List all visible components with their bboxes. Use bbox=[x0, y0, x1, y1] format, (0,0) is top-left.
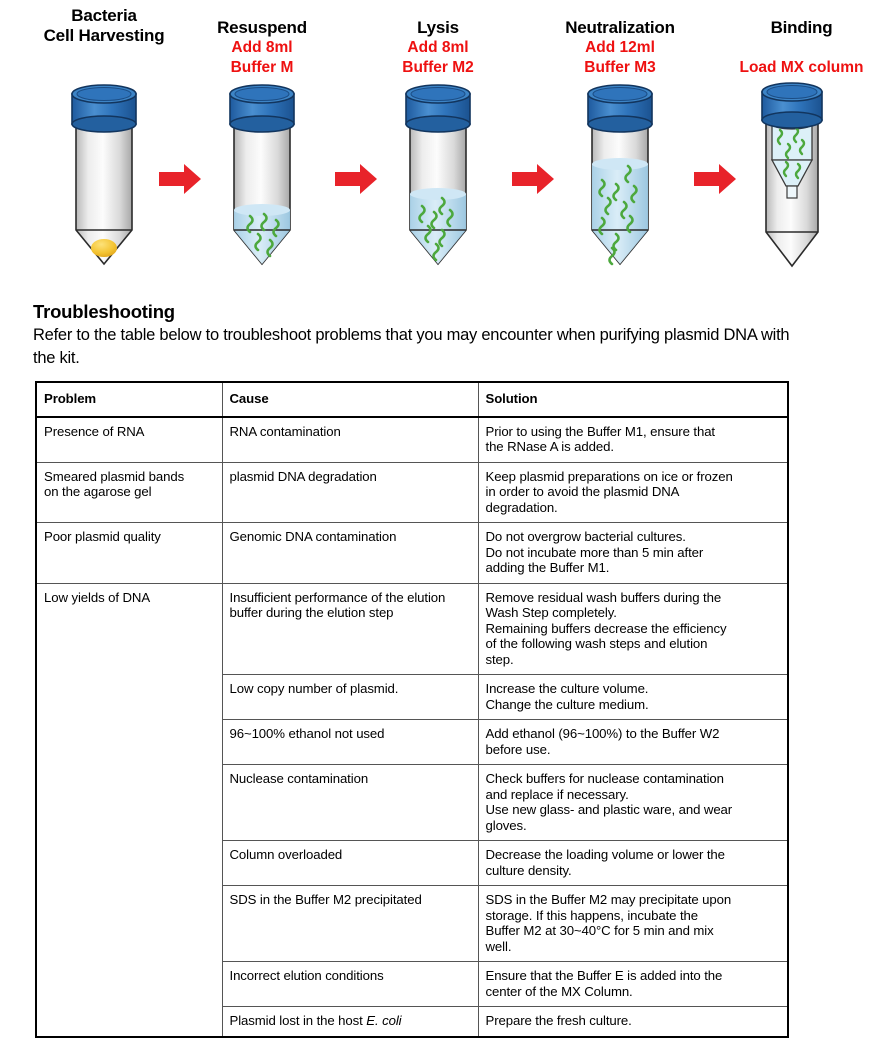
workflow-step-harvesting bbox=[8, 0, 200, 288]
cell-problem: Poor plasmid quality bbox=[36, 523, 222, 584]
liquid-fill bbox=[234, 210, 290, 270]
tube-neutralization bbox=[572, 82, 668, 283]
cell-solution: Keep plasmid preparations on ice or frozen in order to avoid the plasmid DNA degradation. bbox=[478, 462, 788, 523]
cell-solution: Add ethanol (96~100%) to the Buffer W2 before use. bbox=[478, 720, 788, 765]
cell-pellet bbox=[91, 239, 117, 257]
step-subtitle-2: Buffer M3 bbox=[584, 59, 656, 76]
cell-solution: Increase the culture volume. Change the culture medium. bbox=[478, 675, 788, 720]
cell-cause: 96~100% ethanol not used bbox=[222, 720, 478, 765]
cell-solution: Do not overgrow bacterial cultures. Do not incubate more than 5 min after adding the Buffer M1. bbox=[478, 523, 788, 584]
troubleshooting-section bbox=[33, 300, 833, 370]
cell-cause: Plasmid lost in the host E. coli bbox=[222, 1007, 478, 1037]
cell-cause: RNA contamination bbox=[222, 417, 478, 463]
table-row bbox=[36, 462, 788, 523]
workflow-step-lysis bbox=[362, 0, 514, 288]
column-header-cause: Cause bbox=[222, 382, 478, 417]
step-subtitle-2: Buffer M bbox=[230, 59, 294, 76]
cell-solution: Remove residual wash buffers during the Wash Step completely. Remaining buffers decrease the efficiency of the following wash steps and elution step. bbox=[478, 583, 788, 675]
tube-lysis bbox=[390, 82, 486, 283]
cell-solution: Ensure that the Buffer E is added into the center of the MX Column. bbox=[478, 962, 788, 1007]
column-header-problem: Problem bbox=[36, 382, 222, 417]
table-row bbox=[36, 417, 788, 463]
table-header-row bbox=[36, 382, 788, 417]
table-row bbox=[36, 523, 788, 584]
step-title-line2: Cell Harvesting bbox=[43, 26, 165, 45]
table-body bbox=[36, 417, 788, 1037]
cell-solution: Prior to using the Buffer M1, ensure that the RNase A is added. bbox=[478, 417, 788, 463]
step-title: Resuspend bbox=[217, 18, 307, 37]
cell-cause: SDS in the Buffer M2 precipitated bbox=[222, 886, 478, 962]
cell-solution: Prepare the fresh culture. bbox=[478, 1007, 788, 1037]
cell-cause: Nuclease contamination bbox=[222, 765, 478, 841]
step-subtitle-1: Add 8ml bbox=[407, 39, 469, 56]
workflow-step-resuspend bbox=[185, 0, 339, 288]
cell-cause: Genomic DNA contamination bbox=[222, 523, 478, 584]
cell-cause: Incorrect elution conditions bbox=[222, 962, 478, 1007]
cell-problem: Smeared plasmid bands on the agarose gel bbox=[36, 462, 222, 523]
cell-solution: SDS in the Buffer M2 may precipitate upon storage. If this happens, incubate the Buffer M2 at 30~40°C for 5 min and mix well. bbox=[478, 886, 788, 962]
tube-resuspend bbox=[214, 82, 310, 283]
tube-binding bbox=[744, 82, 840, 283]
troubleshooting-heading: Troubleshooting bbox=[33, 301, 175, 322]
step-subtitle-1: Load MX column bbox=[739, 59, 864, 76]
cell-cause: plasmid DNA degradation bbox=[222, 462, 478, 523]
column-header-solution: Solution bbox=[478, 382, 788, 417]
liquid-fill bbox=[410, 194, 466, 270]
step-title: Binding bbox=[770, 18, 833, 37]
cell-cause: Column overloaded bbox=[222, 841, 478, 886]
step-title: Bacteria bbox=[71, 6, 137, 25]
step-title: Lysis bbox=[417, 18, 459, 37]
workflow-step-binding bbox=[722, 0, 881, 288]
workflow-step-neutralization bbox=[534, 0, 706, 288]
cell-solution: Decrease the loading volume or lower the culture density. bbox=[478, 841, 788, 886]
liquid-fill bbox=[592, 164, 648, 270]
step-subtitle-1: Add 12ml bbox=[585, 39, 655, 56]
cell-problem: Low yields of DNA bbox=[36, 583, 222, 1037]
step-subtitle-2: Buffer M2 bbox=[402, 59, 474, 76]
cell-problem: Presence of RNA bbox=[36, 417, 222, 463]
cell-cause: Low copy number of plasmid. bbox=[222, 675, 478, 720]
step-subtitle-1: Add 8ml bbox=[231, 39, 293, 56]
workflow-diagram bbox=[0, 0, 881, 288]
troubleshooting-intro: Refer to the table below to troubleshoot problems that you may encounter when purifying plasmid DNA with the kit. bbox=[33, 326, 790, 367]
cell-cause: Insufficient performance of the elution buffer during the elution step bbox=[222, 583, 478, 675]
step-title: Neutralization bbox=[565, 18, 675, 37]
cell-solution: Check buffers for nuclease contamination and replace if necessary. Use new glass- and plastic ware, and wear gloves. bbox=[478, 765, 788, 841]
tube-harvesting bbox=[56, 82, 152, 283]
troubleshooting-table bbox=[35, 381, 789, 1038]
table-row bbox=[36, 583, 788, 675]
